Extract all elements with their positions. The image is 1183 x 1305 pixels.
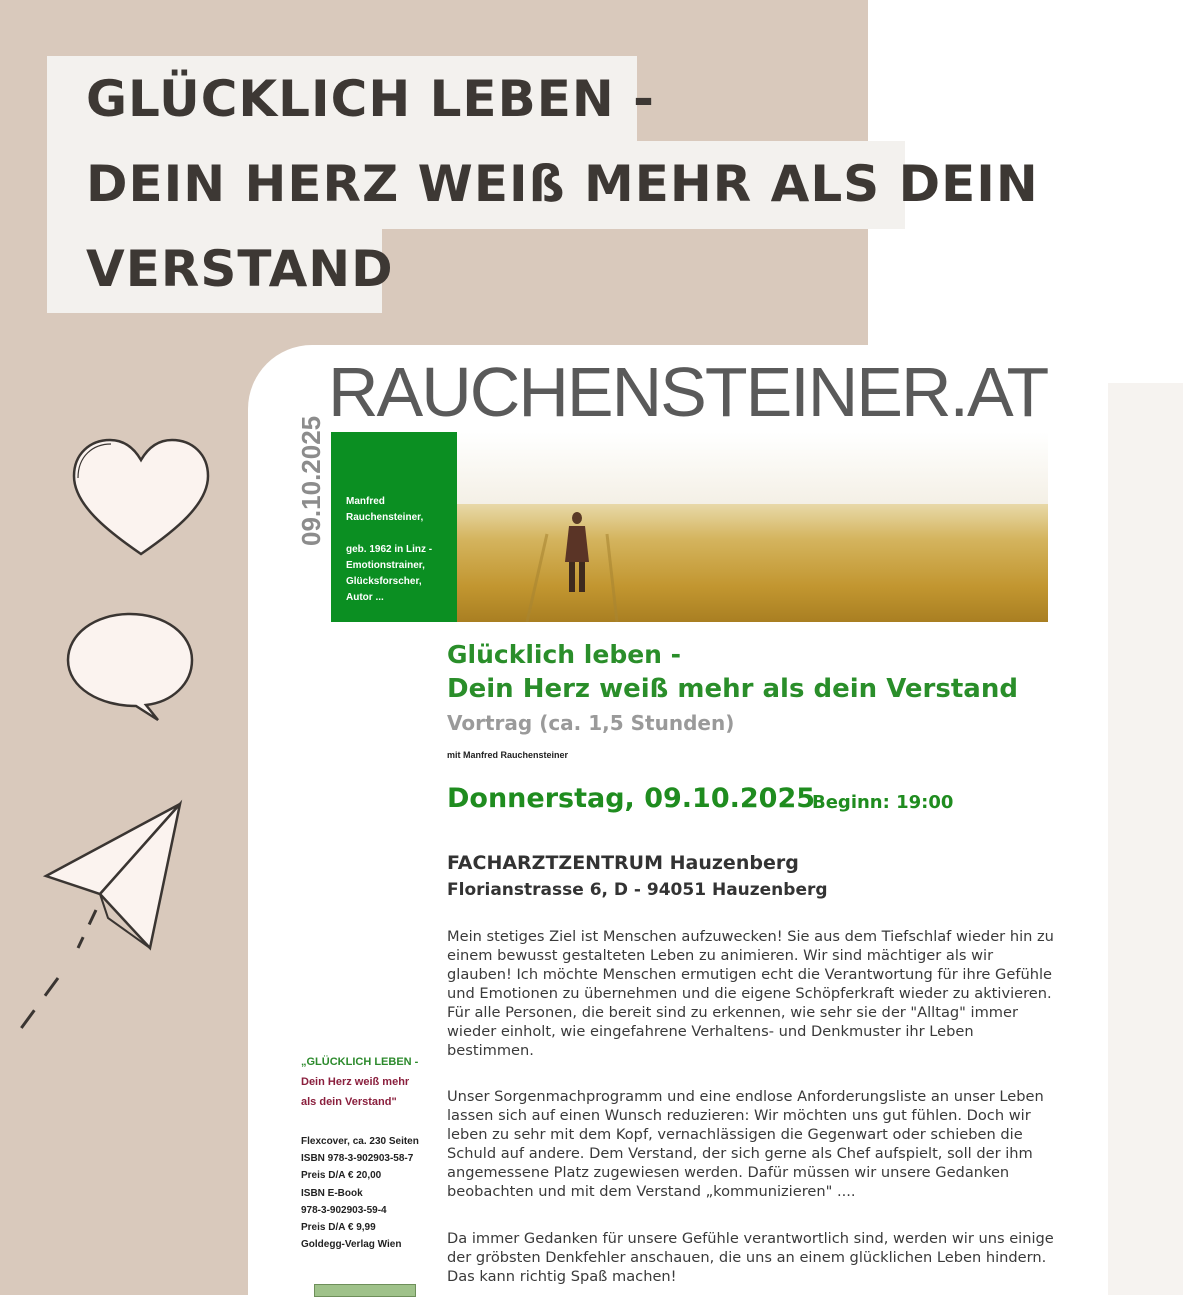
bio-name-1: Manfred <box>346 496 385 507</box>
description-paragraph-1: Mein stetiges Ziel ist Menschen aufzuwecken! Sie aus dem Tiefschlaf wieder hin zu einem bewusst gestalteten Leben zu animieren. Wir sind mächtiger als wir glauben! Ich möchte Menschen ermutigen echt die Verantwortung für ihre Gefühle und Emotionen zu übernehmen und die eigene Schöpferkraft wieder zu aktivieren. Für alle Personen, die bereit sind zu erkennen, wie sehr sie der "Alltag" immer wieder einholt, wie eingefahrene Verhaltens- und Denkmuster ihr Leben bestimmen. <box>447 928 1054 1059</box>
flyer-title-1: Glücklich leben - <box>447 640 682 669</box>
background-light-strip <box>1105 383 1183 1295</box>
book-title-3: als dein Verstand" <box>301 1096 397 1108</box>
ebook-isbn-label: ISBN E-Book <box>301 1187 363 1199</box>
page-title-line-3: VERSTAND <box>86 240 394 298</box>
ebook-price: Preis D/A € 9,99 <box>301 1222 376 1234</box>
paper-plane-icon <box>8 798 188 1043</box>
bio-name-2: Rauchensteiner, <box>346 512 424 523</box>
book-title-1: „GLÜCKLICH LEBEN - <box>301 1056 419 1068</box>
ebook-isbn: 978-3-902903-59-4 <box>301 1204 387 1216</box>
venue-name: FACHARZTZENTRUM Hauzenberg <box>447 852 799 874</box>
flyer-logo: RAUCHENSTEINER.AT <box>328 353 1048 431</box>
speech-bubble-icon <box>60 606 200 726</box>
page-title-line-2: DEIN HERZ WEIß MEHR ALS DEIN <box>86 155 1039 213</box>
page-title-line-1: GLÜCKLICH LEBEN - <box>86 70 655 128</box>
field-sky <box>457 432 1048 504</box>
field-photo <box>457 504 1048 622</box>
venue-address: Florianstrasse 6, D - 94051 Hauzenberg <box>447 880 828 900</box>
flyer-subtitle: Vortrag (ca. 1,5 Stunden) <box>447 711 735 735</box>
description-paragraph-3: Da immer Gedanken für unsere Gefühle verantwortlich sind, werden wir uns einige der gröbsten Denkfehler anschauen, die uns an einem glücklichen Leben hindern. Das kann richtig Spaß machen! <box>447 1230 1054 1285</box>
flyer-vertical-date: 09.10.2025 <box>296 415 326 546</box>
event-date: Donnerstag, 09.10.2025 <box>447 783 816 814</box>
book-isbn: ISBN 978-3-902903-58-7 <box>301 1153 414 1165</box>
book-info <box>301 1133 419 1253</box>
flyer-title-2: Dein Herz weiß mehr als dein Verstand <box>447 674 1018 704</box>
bio-line-1: geb. 1962 in Linz - <box>346 544 433 555</box>
bio-box <box>331 432 457 622</box>
book-cover-image <box>314 1284 416 1297</box>
bio-line-4: Autor ... <box>346 592 384 603</box>
heart-icon <box>66 432 216 564</box>
description-paragraph-2: Unser Sorgenmachprogramm und eine endlose Anforderungsliste an unser Leben lassen sich auf einen Wunsch reduzieren: Wir möchten uns gut fühlen. Doch wir leben zu sehr mit dem Kopf, vernachlässigen die Gegenwart oder schieben die Schuld auf andere. Dem Verstand, der sich gerne als Chef aufspielt, soll der ihm angemessene Platz zugewiesen werden. Dafür müssen wir unsere Gedanken beobachten und mit dem Verstand „kommunizieren" .... <box>447 1088 1044 1200</box>
flyer-speaker: mit Manfred Rauchensteiner <box>447 750 569 760</box>
event-begin: Beginn: 19:00 <box>812 792 954 813</box>
bio-line-2: Emotionstrainer, <box>346 560 425 571</box>
book-title-2: Dein Herz weiß mehr <box>301 1076 410 1088</box>
bio-line-3: Glücksforscher, <box>346 576 422 587</box>
book-price: Preis D/A € 20,00 <box>301 1170 382 1182</box>
book-format: Flexcover, ca. 230 Seiten <box>301 1136 419 1147</box>
book-publisher: Goldegg-Verlag Wien <box>301 1239 402 1251</box>
